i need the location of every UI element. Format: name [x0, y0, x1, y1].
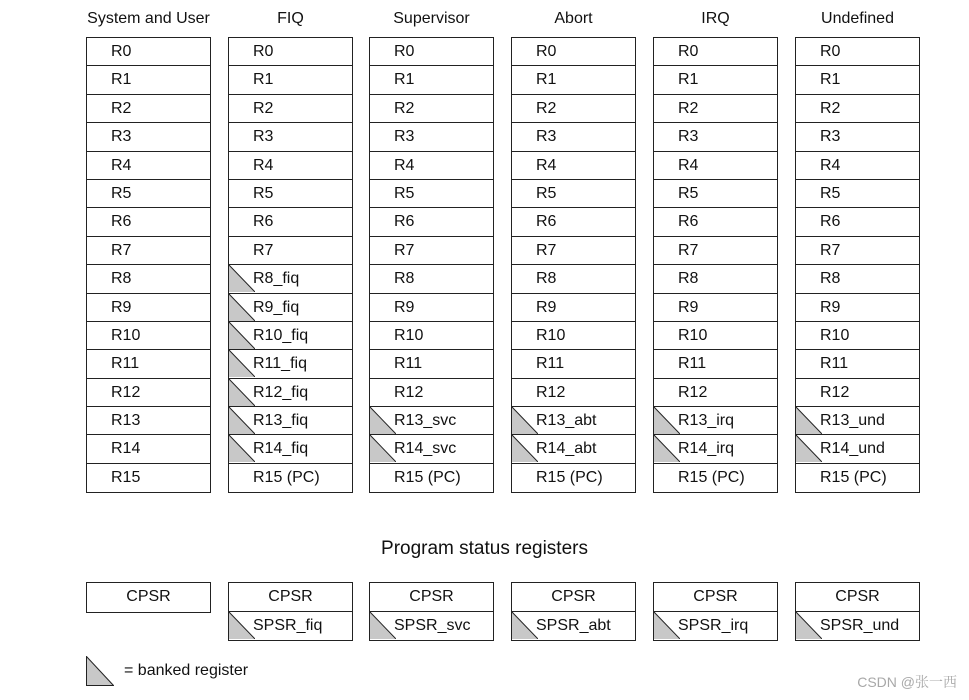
banked-register-cell	[229, 322, 352, 350]
register-cell	[370, 38, 493, 66]
cpsr-label: CPSR	[693, 588, 738, 605]
psr-box	[369, 582, 494, 641]
register-label: R1	[253, 71, 274, 89]
register-label: R14_abt	[536, 440, 597, 458]
register-cell	[87, 237, 210, 265]
register-label: R8	[678, 270, 699, 288]
register-cell	[512, 208, 635, 236]
register-label: R8	[111, 270, 132, 288]
register-label: R13_irq	[678, 412, 735, 430]
register-cell	[654, 152, 777, 180]
register-cell	[370, 66, 493, 94]
register-label: R4	[111, 156, 132, 174]
register-label: R10_fiq	[253, 326, 309, 344]
register-cell	[87, 379, 210, 407]
register-label: R15 (PC)	[394, 468, 461, 486]
banked-register-cell	[229, 379, 352, 407]
register-cell	[796, 38, 919, 66]
register-label: R9	[394, 298, 415, 316]
banked-register-cell	[229, 350, 352, 378]
register-cell	[229, 38, 352, 66]
register-label: R6	[253, 213, 274, 231]
register-label: R15 (PC)	[253, 468, 320, 486]
register-cell	[370, 322, 493, 350]
register-cell	[512, 379, 635, 407]
register-cell	[370, 265, 493, 293]
mode-title: Supervisor	[393, 10, 470, 27]
banked-triangle-icon	[229, 379, 255, 406]
banked-register-cell	[229, 294, 352, 322]
register-label: R1	[536, 71, 557, 89]
register-label: R6	[394, 213, 415, 231]
cpsr-cell	[370, 583, 493, 612]
banked-register-cell	[229, 435, 352, 463]
banked-triangle-icon	[229, 612, 255, 639]
register-cell	[87, 38, 210, 66]
cpsr-label: CPSR	[551, 588, 596, 605]
register-cell	[512, 95, 635, 123]
register-label: R13	[111, 412, 141, 430]
register-column	[511, 37, 636, 493]
register-label: R2	[394, 99, 415, 117]
banked-triangle-icon	[370, 435, 396, 462]
register-cell	[654, 208, 777, 236]
banked-register-cell	[796, 435, 919, 463]
register-cell	[796, 350, 919, 378]
cpsr-label: CPSR	[409, 588, 454, 605]
register-column	[86, 37, 211, 493]
register-cell	[87, 322, 210, 350]
banked-triangle-icon	[512, 612, 538, 639]
legend-label: = banked register	[124, 662, 249, 679]
register-label: R8_fiq	[253, 270, 300, 288]
register-label: R13_und	[820, 412, 885, 430]
register-cell	[370, 350, 493, 378]
register-cell	[512, 265, 635, 293]
register-label: R2	[253, 99, 274, 117]
register-label: R4	[253, 156, 274, 174]
register-label: R7	[394, 241, 415, 259]
register-label: R9_fiq	[253, 298, 300, 316]
register-cell	[654, 350, 777, 378]
spsr-label: SPSR_abt	[536, 616, 611, 634]
register-cell	[796, 265, 919, 293]
register-cell	[370, 237, 493, 265]
register-cell	[370, 208, 493, 236]
register-label: R0	[253, 43, 274, 60]
register-cell	[370, 180, 493, 208]
register-label: R5	[678, 184, 699, 202]
mode-title: Abort	[554, 10, 593, 27]
register-cell	[512, 350, 635, 378]
register-cell	[229, 208, 352, 236]
register-column	[369, 37, 494, 493]
register-label: R3	[536, 128, 557, 146]
register-cell	[370, 294, 493, 322]
register-label: R14	[111, 440, 141, 458]
register-label: R1	[678, 71, 699, 89]
register-label: R8	[536, 270, 557, 288]
register-cell	[654, 180, 777, 208]
banked-register-cell	[796, 407, 919, 435]
spsr-cell	[370, 612, 493, 641]
banked-triangle-icon	[512, 435, 538, 462]
cpsr-cell	[512, 583, 635, 612]
register-label: R11	[394, 355, 423, 373]
register-cell	[654, 265, 777, 293]
register-label: R3	[678, 128, 699, 146]
register-label: R0	[394, 43, 415, 60]
register-label: R1	[820, 71, 841, 89]
register-cell	[796, 123, 919, 151]
register-label: R12_fiq	[253, 383, 309, 401]
psr-box	[228, 582, 353, 641]
register-cell	[654, 95, 777, 123]
cpsr-cell	[229, 583, 352, 612]
banked-triangle-icon	[86, 656, 114, 686]
register-cell	[512, 237, 635, 265]
register-cell	[87, 464, 210, 492]
banked-triangle-icon	[654, 612, 680, 639]
register-cell	[654, 38, 777, 66]
register-cell	[229, 123, 352, 151]
cpsr-label: CPSR	[126, 588, 171, 605]
cpsr-cell	[87, 583, 210, 612]
register-label: R9	[678, 298, 699, 316]
banked-triangle-icon	[796, 407, 822, 434]
banked-triangle-icon	[229, 294, 255, 321]
register-label: R4	[678, 156, 699, 174]
register-cell	[87, 152, 210, 180]
register-label: R9	[111, 298, 132, 316]
register-label: R10	[536, 326, 566, 344]
register-label: R6	[111, 213, 132, 231]
register-label: R6	[678, 213, 699, 231]
spsr-label: SPSR_fiq	[253, 616, 323, 634]
register-label: R5	[820, 184, 841, 202]
register-label: R11_fiq	[253, 355, 307, 373]
register-cell	[654, 322, 777, 350]
register-label: R3	[394, 128, 415, 146]
register-label: R3	[820, 128, 841, 146]
banked-triangle-icon	[229, 322, 255, 349]
register-label: R2	[678, 99, 699, 117]
register-cell	[229, 66, 352, 94]
mode-title: Undefined	[821, 10, 894, 27]
register-cell	[654, 379, 777, 407]
banked-triangle-icon	[370, 407, 396, 434]
register-label: R11	[536, 355, 565, 373]
banked-register-cell	[512, 435, 635, 463]
register-label: R12	[678, 383, 708, 401]
register-label: R1	[394, 71, 415, 89]
register-label: R14_svc	[394, 440, 457, 458]
psr-box	[653, 582, 778, 641]
register-cell	[654, 294, 777, 322]
register-label: R9	[820, 298, 841, 316]
register-cell	[87, 180, 210, 208]
register-label: R0	[111, 43, 132, 60]
psr-box	[86, 582, 211, 613]
banked-register-cell	[512, 407, 635, 435]
register-column	[653, 37, 778, 493]
register-label: R1	[111, 71, 132, 89]
register-label: R7	[678, 241, 699, 259]
register-cell	[654, 123, 777, 151]
register-cell	[87, 350, 210, 378]
banked-register-cell	[654, 435, 777, 463]
spsr-cell	[229, 612, 352, 641]
spsr-cell	[512, 612, 635, 641]
register-label: R11	[111, 355, 140, 373]
register-label: R8	[820, 270, 841, 288]
banked-triangle-icon	[370, 612, 396, 639]
register-label: R12	[536, 383, 566, 401]
register-cell	[512, 294, 635, 322]
register-cell	[87, 208, 210, 236]
banked-register-cell	[654, 407, 777, 435]
register-label: R6	[820, 213, 841, 231]
register-cell	[370, 152, 493, 180]
register-cell	[512, 123, 635, 151]
register-cell	[654, 66, 777, 94]
register-label: R4	[394, 156, 415, 174]
banked-triangle-icon	[796, 435, 822, 462]
mode-title: System and User	[87, 10, 210, 27]
register-label: R6	[536, 213, 557, 231]
register-label: R10	[394, 326, 424, 344]
register-cell	[87, 294, 210, 322]
register-label: R15 (PC)	[536, 468, 603, 486]
register-cell	[796, 237, 919, 265]
register-cell	[87, 407, 210, 435]
register-label: R2	[111, 99, 132, 117]
mode-title: IRQ	[701, 10, 730, 27]
register-cell	[370, 464, 493, 492]
register-label: R12	[394, 383, 424, 401]
cpsr-label: CPSR	[835, 588, 880, 605]
register-cell	[370, 379, 493, 407]
spsr-label: SPSR_irq	[678, 616, 749, 634]
register-label: R13_fiq	[253, 412, 309, 430]
spsr-label: SPSR_und	[820, 616, 900, 634]
legend	[86, 656, 248, 686]
register-cell	[512, 180, 635, 208]
register-label: R7	[111, 241, 132, 259]
banked-triangle-icon	[654, 435, 680, 462]
register-cell	[512, 322, 635, 350]
register-label: R13_abt	[536, 412, 597, 430]
banked-register-cell	[229, 265, 352, 293]
register-label: R15	[111, 468, 141, 486]
register-label: R14_fiq	[253, 440, 309, 458]
register-cell	[87, 435, 210, 463]
banked-triangle-icon	[796, 612, 822, 639]
register-label: R11	[820, 355, 849, 373]
spsr-label: SPSR_svc	[394, 616, 471, 634]
register-cell	[512, 66, 635, 94]
register-cell	[796, 95, 919, 123]
register-label: R10	[678, 326, 708, 344]
register-label: R4	[536, 156, 557, 174]
register-label: R5	[253, 184, 274, 202]
register-cell	[229, 152, 352, 180]
banked-register-cell	[370, 407, 493, 435]
register-label: R14_und	[820, 440, 885, 458]
banked-triangle-icon	[229, 265, 255, 292]
register-label: R0	[536, 43, 557, 60]
banked-triangle-icon	[654, 407, 680, 434]
register-label: R10	[111, 326, 141, 344]
register-cell	[87, 66, 210, 94]
register-cell	[512, 152, 635, 180]
register-label: R8	[394, 270, 415, 288]
register-label: R7	[536, 241, 557, 259]
register-cell	[229, 237, 352, 265]
cpsr-cell	[796, 583, 919, 612]
register-label: R5	[536, 184, 557, 202]
banked-triangle-icon	[229, 435, 255, 462]
mode-title: FIQ	[277, 10, 304, 27]
register-column	[795, 37, 920, 493]
register-cell	[370, 123, 493, 151]
register-cell	[512, 38, 635, 66]
register-label: R5	[111, 184, 132, 202]
register-label: R13_svc	[394, 412, 457, 430]
register-label: R4	[820, 156, 841, 174]
register-cell	[229, 464, 352, 492]
register-cell	[796, 322, 919, 350]
register-label: R3	[111, 128, 132, 146]
banked-register-cell	[370, 435, 493, 463]
watermark: CSDN @张一西	[857, 674, 957, 690]
psr-box	[795, 582, 920, 641]
register-cell	[229, 180, 352, 208]
register-label: R5	[394, 184, 415, 202]
register-cell	[370, 95, 493, 123]
register-label: R7	[820, 241, 841, 259]
register-label: R2	[820, 99, 841, 117]
register-label: R15 (PC)	[820, 468, 887, 486]
cpsr-cell	[654, 583, 777, 612]
banked-triangle-icon	[512, 407, 538, 434]
register-column	[228, 37, 353, 493]
register-cell	[796, 294, 919, 322]
psr-box	[511, 582, 636, 641]
register-cell	[512, 464, 635, 492]
register-label: R12	[820, 383, 850, 401]
spsr-cell	[796, 612, 919, 641]
spsr-cell	[654, 612, 777, 641]
register-label: R7	[253, 241, 274, 259]
register-cell	[229, 95, 352, 123]
register-label: R0	[678, 43, 699, 60]
register-cell	[796, 66, 919, 94]
register-label: R10	[820, 326, 850, 344]
register-label: R11	[678, 355, 707, 373]
register-label: R12	[111, 383, 141, 401]
register-label: R15 (PC)	[678, 468, 745, 486]
register-cell	[654, 464, 777, 492]
register-cell	[87, 265, 210, 293]
register-label: R2	[536, 99, 557, 117]
banked-register-cell	[229, 407, 352, 435]
register-label: R9	[536, 298, 557, 316]
register-cell	[796, 180, 919, 208]
register-cell	[654, 237, 777, 265]
register-cell	[796, 152, 919, 180]
banked-triangle-icon	[229, 350, 255, 377]
cpsr-label: CPSR	[268, 588, 313, 605]
register-cell	[796, 464, 919, 492]
register-cell	[796, 208, 919, 236]
banked-triangle-icon	[229, 407, 255, 434]
register-cell	[796, 379, 919, 407]
register-label: R3	[253, 128, 274, 146]
register-cell	[87, 95, 210, 123]
register-label: R0	[820, 43, 841, 60]
psr-section-title: Program status registers	[381, 538, 588, 559]
register-label: R14_irq	[678, 440, 735, 458]
register-cell	[87, 123, 210, 151]
